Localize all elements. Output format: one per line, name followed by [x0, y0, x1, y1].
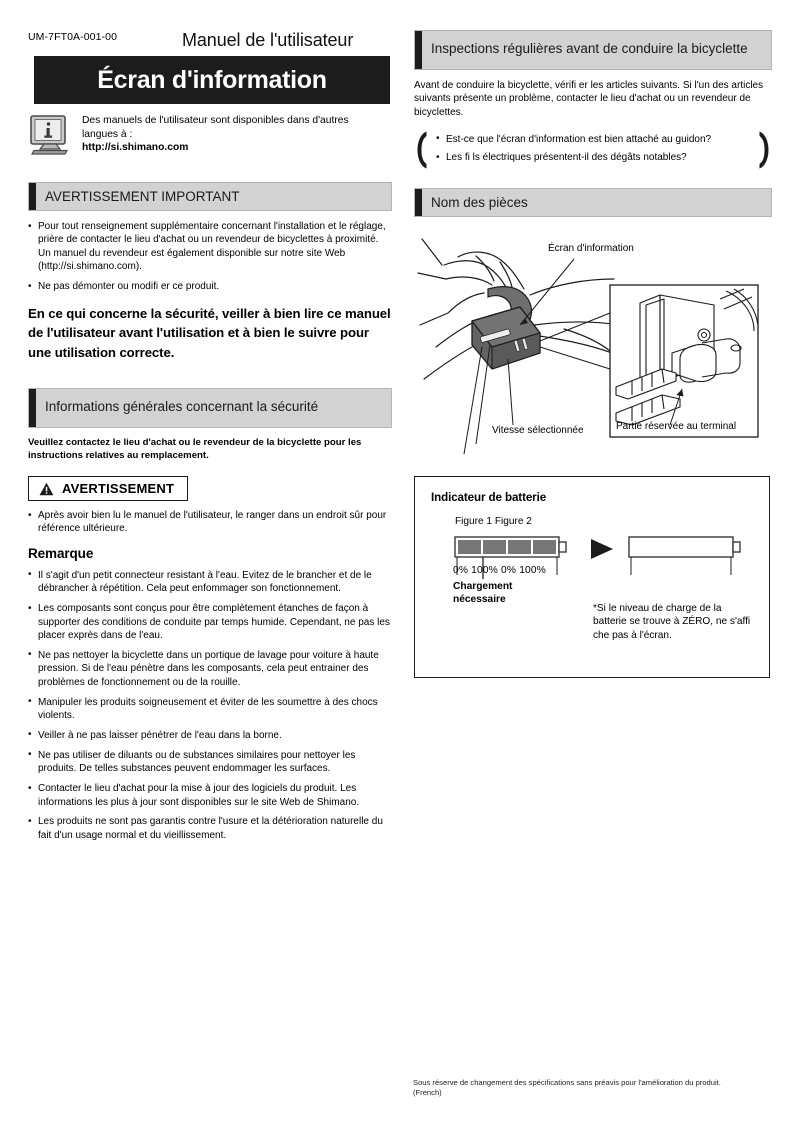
- list-item: • Contacter le lieu d'achat pour la mise à jour des logiciels du produit. Les informations les plus à jour sont disponibles sur le site Web de Shimano.: [28, 782, 392, 809]
- list-item: • Il s'agit d'un petit connecteur resistant à l'eau. Evitez de le brancher et de le débrancher à répétition. Cela peut enfommager son fonctionnement.: [28, 569, 392, 596]
- footer-line2: (French): [413, 1088, 442, 1097]
- charge-note-line2: nécessaire: [453, 594, 506, 606]
- battery-indicator-panel: [414, 476, 770, 678]
- right-column: [414, 30, 772, 678]
- safety-lead-text: En ce qui concerne la sécurité, veiller à bien lire ce manuel de l'utilisateur avant l'utilisation et à bien le suivre pour une utilisation correcte.: [28, 305, 391, 360]
- list-item: • Les composants sont conçus pour être complètement étanches de façon à supporter des conditions de conduite par temps humide. Cependant, ne pas les placer exprès dans de l'eau.: [28, 602, 392, 642]
- battery-charge-note: [453, 580, 512, 607]
- list-item: • Veiller à ne pas laisser pénétrer de l'eau dans la borne.: [28, 729, 392, 742]
- list-item: • Les fi ls électriques présentent-il des dégâts notables?: [436, 151, 750, 164]
- important-warning-list: [28, 220, 392, 294]
- document-code: UM-7FT0A-001-00: [28, 31, 118, 43]
- remarque-list: [28, 569, 392, 842]
- list-item: • Ne pas démonter ou modifi er ce produit.: [28, 280, 392, 293]
- left-column: [28, 182, 392, 849]
- charge-note-line1: Chargement: [453, 580, 513, 592]
- remarque-heading: Remarque: [28, 545, 94, 561]
- section-heading-inspections: Inspections régulières avant de conduire la bicyclette: [414, 30, 772, 70]
- warning-badge-label: AVERTISSEMENT: [62, 481, 175, 497]
- section-heading-general-safety: Informations générales concernant la sécurité: [28, 388, 392, 428]
- parts-illustration: [414, 229, 772, 454]
- monitor-info-icon: [28, 114, 73, 156]
- callout-display-label: Écran d'information: [548, 242, 634, 254]
- web-info-text: [82, 113, 349, 155]
- list-item: • Après avoir bien lu le manuel de l'utilisateur, le ranger dans un endroit sûr pour référence ultérieure.: [28, 509, 392, 536]
- web-info-row: [28, 113, 392, 155]
- callout-terminal-label: Partie réservée au terminal: [616, 420, 737, 432]
- battery-percent-labels: 0% 100% 0% 100%: [453, 564, 547, 576]
- battery-figure-captions: Figure 1 Figure 2: [455, 515, 532, 527]
- callout-speed-label: Vitesse sélectionnée: [492, 424, 584, 436]
- manual-title: Manuel de l'utilisateur: [182, 30, 354, 50]
- section-heading-important-warning: AVERTISSEMENT IMPORTANT: [28, 182, 392, 211]
- section-heading-parts: Nom des pièces: [414, 188, 772, 217]
- inspections-intro: Avant de conduire la bicyclette, vérifi er les articles suivants. Si l'un des articles suivants présente un problème, contacter le lieu d'achat ou un revendeur de bicyclettes.: [414, 80, 764, 118]
- footer: [413, 1078, 721, 1098]
- inspection-checklist: [436, 133, 750, 165]
- list-item: • Ne pas utiliser de diluants ou de substances similaires pour nettoyer les produits. De telles substances peuvent endommager les surfaces.: [28, 749, 392, 776]
- warning-triangle-icon: [39, 482, 54, 496]
- battery-zero-note: *Si le niveau de charge de la batterie se trouve à ZÉRO, ne s'affi che pas à l'écran.: [593, 602, 751, 641]
- battery-panel-title: Indicateur de batterie: [431, 490, 547, 504]
- footer-line1: Sous réserve de changement des spécifications sans préavis pour l'amélioration du produit.: [413, 1078, 721, 1087]
- warning-list: [28, 509, 392, 536]
- product-title-banner: Écran d'information: [34, 56, 390, 104]
- bracket-left-icon: [416, 131, 427, 169]
- warning-badge: [28, 476, 188, 501]
- general-safety-intro: Veuillez contactez le lieu d'achat ou le revendeur de la bicyclette pour les instructions relatives au remplacement.: [28, 437, 362, 461]
- web-info-line1: Des manuels de l'utilisateur sont disponibles dans d'autres: [82, 115, 349, 126]
- inspection-checklist-block: [414, 129, 772, 174]
- web-info-line2: langues à :: [82, 128, 133, 140]
- list-item: • Ne pas nettoyer la bicyclette dans un portique de lavage pour voiture à haute pression. Si de l'eau pénètre dans les composants, cela peut entrainer des problèmes de fonctionnement ou de la rouille.: [28, 649, 392, 689]
- list-item: • Manipuler les produits soigneusement et éviter de les soumettre à des chocs violents.: [28, 696, 392, 723]
- list-item: • Pour tout renseignement supplémentaire concernant l'installation et le réglage, prière de contacter le lieu d'achat ou un revendeur de bicyclettes à proximité. Un manuel du revendeur est également disponible sur notre site Web (http://si.shimano.com).: [28, 220, 392, 274]
- list-item: • Est-ce que l'écran d'information est bien attaché au guidon?: [436, 133, 750, 146]
- bracket-right-icon: [759, 131, 770, 169]
- list-item: • Les produits ne sont pas garantis contre l'usure et la détérioration naturelle du fait d'un usage normal et du vieillissement.: [28, 815, 392, 842]
- web-info-url[interactable]: http://si.shimano.com: [82, 142, 189, 154]
